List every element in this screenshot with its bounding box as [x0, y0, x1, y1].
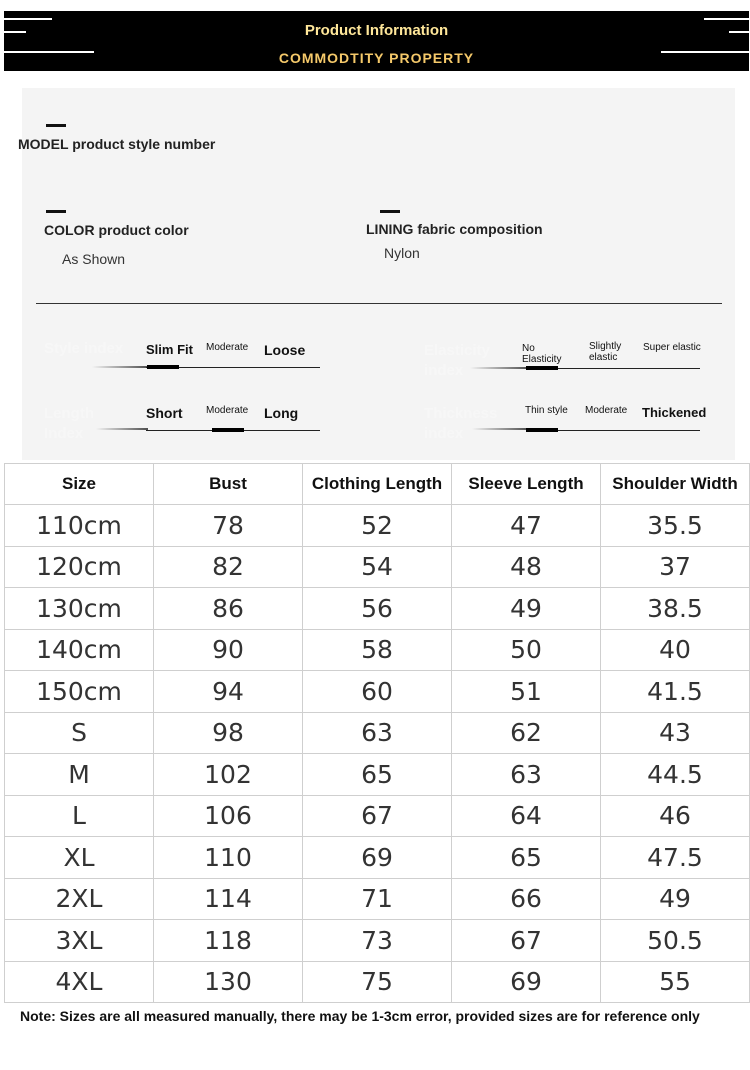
- table-cell: 67: [303, 795, 452, 837]
- panel-divider: [36, 303, 722, 304]
- table-cell: 114: [154, 878, 303, 920]
- elasticity-index-marker: [526, 366, 558, 370]
- table-cell: 50.5: [601, 920, 750, 962]
- table-cell: 44.5: [601, 754, 750, 796]
- header-decor-line: [704, 18, 749, 20]
- table-cell: 102: [154, 754, 303, 796]
- header-subtitle: COMMODTITY PROPERTY: [278, 50, 475, 66]
- table-cell: 48: [452, 546, 601, 588]
- style-option-slim-fit: Slim Fit: [146, 342, 193, 357]
- table-row: [5, 837, 750, 879]
- table-row: [5, 920, 750, 962]
- size-table-header-row: [5, 464, 750, 505]
- table-cell: 52: [303, 505, 452, 547]
- table-cell: L: [5, 795, 154, 837]
- header-decor-line: [4, 18, 52, 20]
- table-cell: 50: [452, 629, 601, 671]
- table-cell: 56: [303, 588, 452, 630]
- measurement-note: Note: Sizes are all measured manually, there may be 1-3cm error, provided sizes are for reference only: [20, 1008, 700, 1024]
- thickness-option-moderate: Moderate: [585, 405, 628, 416]
- length-option-short: Short: [146, 405, 183, 421]
- table-cell: 69: [303, 837, 452, 879]
- table-cell: M: [5, 754, 154, 796]
- table-cell: 38.5: [601, 588, 750, 630]
- table-cell: 37: [601, 546, 750, 588]
- length-index-title: Length Index: [44, 405, 94, 442]
- table-cell: 40: [601, 629, 750, 671]
- table-cell: 63: [303, 712, 452, 754]
- table-cell: 66: [452, 878, 601, 920]
- style-option-loose: Loose: [264, 342, 306, 358]
- model-label: MODEL product style number: [18, 136, 216, 152]
- length-index-marker: [212, 428, 244, 432]
- style-option-moderate: Moderate: [206, 342, 249, 353]
- table-cell: 90: [154, 629, 303, 671]
- table-cell: 94: [154, 671, 303, 713]
- color-dash: [46, 210, 66, 213]
- table-cell: 49: [601, 878, 750, 920]
- lining-label: LINING fabric composition: [366, 221, 543, 237]
- style-index-marker: [147, 365, 179, 369]
- size-table: [4, 463, 750, 1003]
- header-size: Size: [5, 464, 154, 505]
- table-cell: 54: [303, 546, 452, 588]
- table-cell: 65: [452, 837, 601, 879]
- header-banner: [4, 11, 749, 71]
- elasticity-option-super: Super elastic: [643, 342, 701, 353]
- table-cell: 98: [154, 712, 303, 754]
- thickness-option-thickened: Thickened: [642, 405, 707, 420]
- thickness-index-title: Thickness index: [424, 405, 498, 442]
- model-dash: [46, 124, 66, 127]
- length-index-fade: [96, 428, 148, 430]
- table-cell: 64: [452, 795, 601, 837]
- table-row: [5, 712, 750, 754]
- table-cell: 58: [303, 629, 452, 671]
- table-cell: 47: [452, 505, 601, 547]
- header-clothing-length: Clothing Length: [303, 464, 452, 505]
- table-cell: S: [5, 712, 154, 754]
- table-cell: 4XL: [5, 961, 154, 1003]
- thickness-option-thin: Thin style: [525, 405, 568, 416]
- table-cell: 110: [154, 837, 303, 879]
- table-cell: 2XL: [5, 878, 154, 920]
- table-cell: 71: [303, 878, 452, 920]
- table-cell: 35.5: [601, 505, 750, 547]
- table-cell: 150cm: [5, 671, 154, 713]
- table-cell: 49: [452, 588, 601, 630]
- table-row: [5, 546, 750, 588]
- table-cell: 73: [303, 920, 452, 962]
- table-cell: 62: [452, 712, 601, 754]
- table-cell: 75: [303, 961, 452, 1003]
- table-cell: 86: [154, 588, 303, 630]
- elasticity-option-no: No Elasticity: [522, 343, 562, 365]
- header-bust: Bust: [154, 464, 303, 505]
- table-cell: 41.5: [601, 671, 750, 713]
- table-row: [5, 629, 750, 671]
- table-row: [5, 878, 750, 920]
- table-row: [5, 671, 750, 713]
- color-value: As Shown: [62, 251, 126, 267]
- style-index-title: Style index: [44, 340, 124, 357]
- header-sleeve-length: Sleeve Length: [452, 464, 601, 505]
- table-cell: 78: [154, 505, 303, 547]
- table-cell: 106: [154, 795, 303, 837]
- thickness-index-fade: [472, 428, 528, 430]
- table-cell: XL: [5, 837, 154, 879]
- table-row: [5, 588, 750, 630]
- table-cell: 118: [154, 920, 303, 962]
- table-row: [5, 505, 750, 547]
- thickness-index-marker: [526, 428, 558, 432]
- elasticity-option-slightly: Slightly elastic: [589, 341, 622, 363]
- table-cell: 130cm: [5, 588, 154, 630]
- table-row: [5, 754, 750, 796]
- table-cell: 82: [154, 546, 303, 588]
- color-label: COLOR product color: [44, 222, 189, 238]
- table-cell: 130: [154, 961, 303, 1003]
- table-cell: 120cm: [5, 546, 154, 588]
- table-cell: 65: [303, 754, 452, 796]
- lining-value: Nylon: [384, 245, 420, 261]
- lining-dash: [380, 210, 400, 213]
- table-cell: 51: [452, 671, 601, 713]
- length-option-long: Long: [264, 405, 299, 421]
- table-cell: 47.5: [601, 837, 750, 879]
- size-table-body: [5, 505, 750, 1003]
- elasticity-index-title: Elasticity index: [424, 342, 490, 379]
- table-cell: 67: [452, 920, 601, 962]
- table-cell: 55: [601, 961, 750, 1003]
- table-cell: 60: [303, 671, 452, 713]
- length-option-moderate: Moderate: [206, 405, 249, 416]
- table-cell: 140cm: [5, 629, 154, 671]
- table-cell: 46: [601, 795, 750, 837]
- table-row: [5, 795, 750, 837]
- header-title: Product Information: [304, 22, 449, 39]
- header-shoulder-width: Shoulder Width: [601, 464, 750, 505]
- table-cell: 43: [601, 712, 750, 754]
- table-cell: 69: [452, 961, 601, 1003]
- table-cell: 3XL: [5, 920, 154, 962]
- style-index-fade: [92, 366, 148, 368]
- elasticity-index-fade: [470, 367, 528, 369]
- table-cell: 63: [452, 754, 601, 796]
- table-row: [5, 961, 750, 1003]
- table-cell: 110cm: [5, 505, 154, 547]
